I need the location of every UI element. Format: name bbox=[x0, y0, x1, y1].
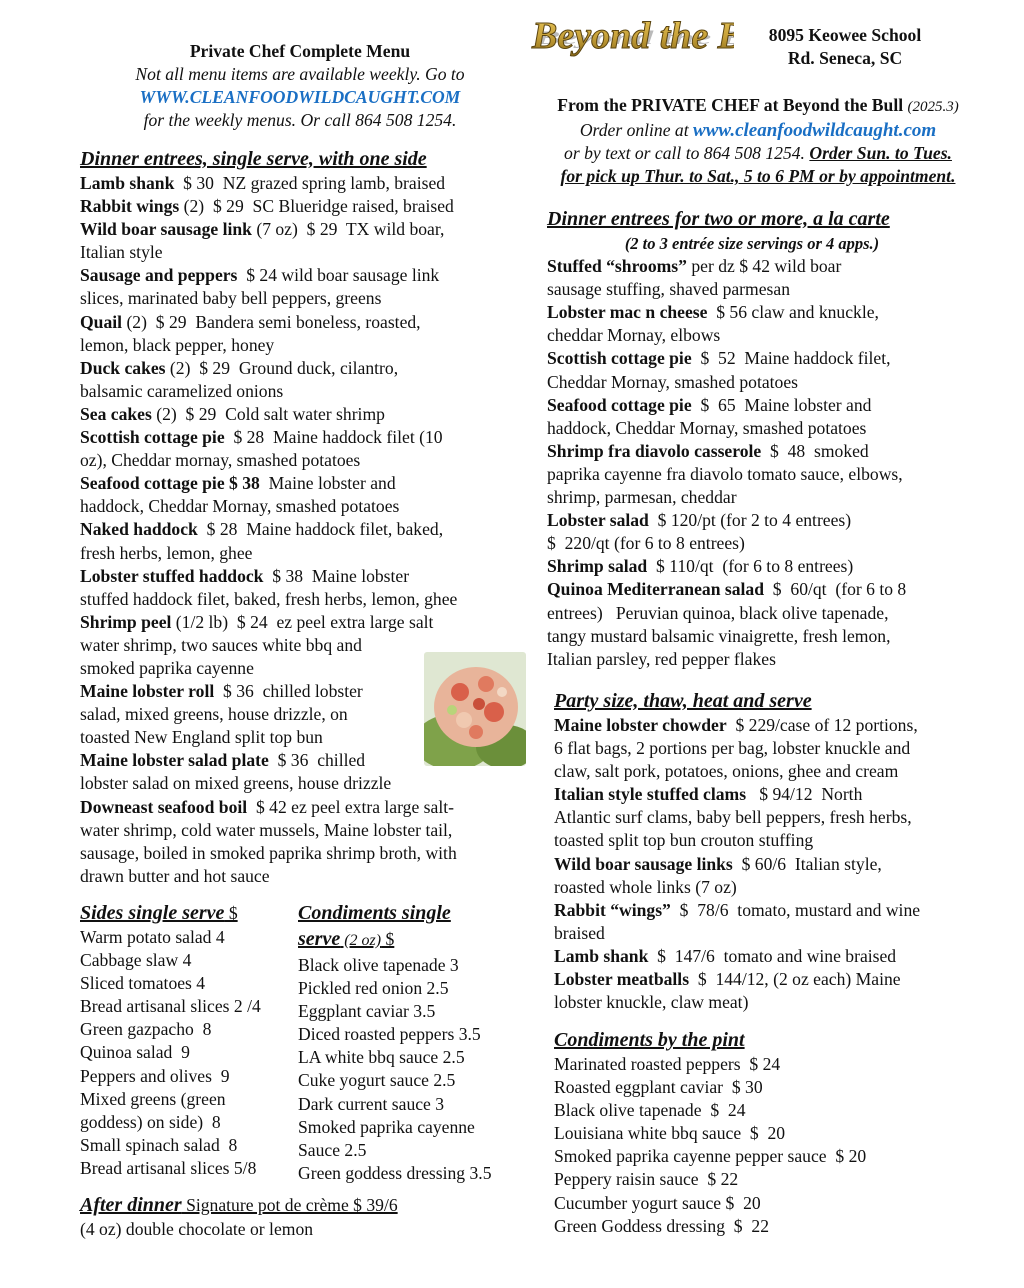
list-item: Pickled red onion 2.5 bbox=[298, 978, 449, 999]
sides-section bbox=[80, 900, 295, 1180]
after-dinner-title: After dinner bbox=[80, 1194, 182, 1216]
menu-item-line bbox=[80, 819, 520, 842]
menu-item-line bbox=[80, 518, 520, 541]
item-name: Maine lobster roll bbox=[80, 681, 215, 702]
pint-title: Condiments by the pint bbox=[554, 1029, 745, 1051]
item-name: Seafood cottage pie $ 38 bbox=[80, 473, 260, 494]
menu-item-line bbox=[547, 625, 1007, 648]
menu-item-line bbox=[547, 324, 1007, 347]
item-name: Wild boar sausage link bbox=[80, 219, 252, 240]
item-detail: (1/2 lb) $ 24 ez peel extra large salt bbox=[171, 611, 434, 632]
single-serve-section bbox=[80, 146, 520, 888]
list-item: Green Goddess dressing $ 22 bbox=[554, 1215, 769, 1236]
from-chef-text: From the PRIVATE CHEF at Beyond the Bull bbox=[557, 95, 904, 115]
item-name: Wild boar sausage links bbox=[554, 853, 733, 874]
item-detail: slices, marinated baby bell peppers, greens bbox=[80, 288, 382, 309]
item-name: Quinoa Mediterranean salad bbox=[547, 579, 764, 600]
menu-item-line bbox=[554, 829, 1004, 852]
item-name: Naked haddock bbox=[80, 519, 198, 540]
menu-item-line bbox=[80, 380, 520, 403]
website-link-2[interactable]: www.cleanfoodwildcaught.com bbox=[693, 120, 937, 142]
item-detail: water shrimp, two sauces white bbq and bbox=[80, 634, 362, 655]
item-detail: $ 94/12 North bbox=[746, 784, 863, 805]
menu-item-line bbox=[554, 899, 1004, 922]
menu-item-line bbox=[547, 347, 1007, 370]
item-name: Scottish cottage pie bbox=[80, 427, 225, 448]
item-name: Duck cakes bbox=[80, 357, 166, 378]
item-name: Quail bbox=[80, 311, 123, 332]
item-detail: cheddar Mornay, elbows bbox=[547, 325, 721, 346]
order-online-text: Order online at bbox=[579, 120, 689, 141]
list-item: Mixed greens (green bbox=[80, 1088, 226, 1109]
version-text: (2025.3) bbox=[907, 99, 959, 115]
for-two-title: Dinner entrees for two or more, a la carte bbox=[547, 208, 890, 230]
list-item: Warm potato salad 4 bbox=[80, 927, 225, 947]
condiments-single-section bbox=[298, 900, 528, 1185]
item-detail: haddock, Cheddar Mornay, smashed potatoes bbox=[547, 417, 867, 438]
menu-item-line bbox=[554, 991, 1004, 1014]
item-name: Rabbit wings bbox=[80, 196, 180, 217]
menu-item-line bbox=[80, 195, 520, 218]
order-phone-text: or by text or call to 864 508 1254. bbox=[564, 143, 805, 164]
menu-item-line bbox=[547, 578, 1007, 601]
item-detail: $ 30 NZ grazed spring lamb, braised bbox=[174, 173, 446, 193]
for-two-list bbox=[547, 255, 1007, 671]
item-detail: shrimp, parmesan, cheddar bbox=[547, 487, 737, 508]
list-item: Dark current sauce 3 bbox=[298, 1093, 445, 1114]
item-detail: claw, salt pork, potatoes, onions, ghee and cream bbox=[554, 761, 899, 782]
list-item: Green goddess dressing 3.5 bbox=[298, 1162, 492, 1183]
menu-item-line bbox=[554, 922, 1004, 945]
item-detail: stuffed haddock filet, baked, fresh herbs, lemon, ghee bbox=[80, 588, 458, 609]
item-detail: $ 65 Maine lobster and bbox=[691, 394, 872, 415]
availability-note: Not all menu items are available weekly. Go to bbox=[135, 64, 465, 85]
item-detail: haddock, Cheddar Mornay, smashed potatoes bbox=[80, 496, 400, 517]
list-item: Peppery raisin sauce $ 22 bbox=[554, 1169, 739, 1190]
list-item: Black olive tapenade $ 24 bbox=[554, 1100, 746, 1121]
beyond-the-bull-logo bbox=[530, 12, 734, 72]
item-detail: Maine lobster and bbox=[259, 473, 396, 494]
item-name: Seafood cottage pie bbox=[547, 394, 692, 415]
item-detail: paprika cayenne fra diavolo tomato sauce, elbows, bbox=[547, 463, 903, 484]
item-detail: fresh herbs, lemon, ghee bbox=[80, 542, 253, 563]
single-serve-list bbox=[80, 172, 520, 888]
menu-item-line bbox=[80, 334, 520, 357]
item-detail: $ 56 claw and knuckle, bbox=[707, 302, 879, 323]
menu-title: Private Chef Complete Menu bbox=[189, 41, 411, 61]
menu-item-line bbox=[547, 648, 1007, 671]
item-detail: oz), Cheddar mornay, smashed potatoes bbox=[80, 450, 361, 471]
menu-item-line bbox=[80, 565, 520, 588]
item-detail: drawn butter and hot sauce bbox=[80, 865, 270, 886]
condiments-single-list bbox=[298, 954, 528, 1185]
list-item: Black olive tapenade 3 bbox=[298, 955, 459, 975]
item-detail: tangy mustard balsamic vinaigrette, fresh lemon, bbox=[547, 625, 891, 646]
item-name: Lobster mac n cheese bbox=[547, 302, 708, 323]
party-size-list bbox=[554, 714, 1004, 1014]
menu-item-line bbox=[80, 842, 520, 865]
pickup-text: for pick up Thur. to Sat., 5 to 6 PM or by appointment. bbox=[560, 166, 956, 187]
item-detail: $ 36 chilled bbox=[268, 750, 366, 771]
item-detail: $ 78/6 tomato, mustard and wine bbox=[670, 899, 921, 920]
list-item: Sauce 2.5 bbox=[298, 1139, 367, 1160]
item-detail: sausage stuffing, shaved parmesan bbox=[547, 279, 790, 300]
condiments-serve-word: serve bbox=[298, 928, 341, 950]
item-detail: $ 60/6 Italian style, bbox=[732, 853, 882, 874]
item-detail: $ 52 Maine haddock filet, bbox=[691, 348, 891, 369]
item-name: Stuffed “shrooms” bbox=[547, 256, 687, 277]
list-item: Sliced tomatoes 4 bbox=[80, 973, 206, 994]
item-name: Italian style stuffed clams bbox=[554, 784, 747, 805]
item-name: Sea cakes bbox=[80, 403, 152, 424]
svg-text:Beyond the Bull: Beyond the bbox=[535, 27, 712, 49]
menu-item-line bbox=[547, 509, 1007, 532]
list-item: Smoked paprika cayenne bbox=[298, 1116, 475, 1137]
item-detail: $ 24 wild boar sausage link bbox=[237, 265, 440, 286]
item-detail: Italian parsley, red pepper flakes bbox=[547, 648, 776, 669]
menu-item-line bbox=[554, 714, 1004, 737]
condiments-size: (2 oz) bbox=[340, 932, 382, 949]
menu-item-line bbox=[547, 301, 1007, 324]
menu-item-line bbox=[80, 403, 520, 426]
list-item: Marinated roasted peppers $ 24 bbox=[554, 1054, 781, 1074]
menu-item-line bbox=[80, 542, 520, 565]
menu-item-line bbox=[547, 486, 1007, 509]
menu-item-line bbox=[80, 241, 520, 264]
item-name: Downeast seafood boil bbox=[80, 796, 248, 817]
item-name: Sausage and peppers bbox=[80, 265, 238, 286]
list-item: Quinoa salad 9 bbox=[80, 1042, 190, 1063]
item-name: Shrimp salad bbox=[547, 556, 648, 577]
item-detail: (2) $ 29 Bandera semi boneless, roasted, bbox=[122, 311, 421, 332]
menu-item-line bbox=[80, 796, 520, 819]
list-item: Eggplant caviar 3.5 bbox=[298, 1001, 436, 1022]
weekly-menu-note: for the weekly menus. Or call 864 508 1254. bbox=[143, 110, 457, 131]
menu-item-line bbox=[547, 463, 1007, 486]
item-detail: $ 60/qt (for 6 to 8 bbox=[764, 579, 907, 600]
item-detail: $ 38 Maine lobster bbox=[263, 565, 410, 586]
list-item: Roasted eggplant caviar $ 30 bbox=[554, 1077, 763, 1098]
menu-item-line bbox=[80, 588, 520, 611]
item-detail: entrees) Peruvian quinoa, black olive tapenade, bbox=[547, 602, 889, 623]
item-name: Lobster meatballs bbox=[554, 969, 690, 990]
right-header bbox=[516, 94, 1000, 188]
list-item: Peppers and olives 9 bbox=[80, 1065, 230, 1086]
item-detail: (2) $ 29 Ground duck, cilantro, bbox=[165, 357, 399, 378]
menu-item-line bbox=[554, 945, 1004, 968]
menu-item-line bbox=[547, 417, 1007, 440]
sides-title: Sides single serve bbox=[80, 902, 225, 924]
item-detail: lobster salad on mixed greens, house drizzle bbox=[80, 773, 392, 794]
menu-item-line bbox=[547, 532, 1007, 555]
left-header bbox=[70, 40, 530, 132]
website-link-1[interactable]: WWW.CLEANFOODWILDCAUGHT.COM bbox=[139, 87, 461, 108]
item-detail: (2) $ 29 SC Blueridge raised, braised bbox=[179, 196, 454, 217]
menu-item-line bbox=[547, 278, 1007, 301]
menu-item-line bbox=[547, 440, 1007, 463]
party-size-section bbox=[554, 688, 1004, 1014]
menu-item-line bbox=[554, 876, 1004, 899]
list-item: Green gazpacho 8 bbox=[80, 1019, 212, 1040]
menu-item-line bbox=[80, 172, 520, 195]
item-detail: (7 oz) $ 29 TX wild boar, bbox=[251, 219, 445, 240]
menu-item-line bbox=[80, 357, 520, 380]
item-detail: $ 42 ez peel extra large salt- bbox=[247, 796, 454, 817]
after-dinner-section bbox=[80, 1192, 530, 1241]
menu-item-line bbox=[80, 264, 520, 287]
item-detail: roasted whole links (7 oz) bbox=[554, 876, 737, 897]
list-item: Louisiana white bbq sauce $ 20 bbox=[554, 1123, 786, 1144]
address-line-1: 8095 Keowee School bbox=[768, 25, 922, 45]
item-detail: salad, mixed greens, house drizzle, on bbox=[80, 704, 348, 725]
pint-section bbox=[554, 1027, 1004, 1238]
menu-item-line bbox=[554, 737, 1004, 760]
item-detail: $ 110/qt (for 6 to 8 entrees) bbox=[647, 556, 854, 577]
list-item: Smoked paprika cayenne pepper sauce $ 20 bbox=[554, 1146, 867, 1167]
pint-list bbox=[554, 1053, 1004, 1238]
party-size-title: Party size, thaw, heat and serve bbox=[554, 690, 812, 712]
list-item: LA white bbq sauce 2.5 bbox=[298, 1047, 465, 1068]
menu-item-line bbox=[80, 426, 520, 449]
item-name: Shrimp peel bbox=[80, 611, 172, 632]
item-detail: $ 144/12, (2 oz each) Maine bbox=[689, 969, 901, 990]
item-detail: lemon, black pepper, honey bbox=[80, 334, 275, 355]
item-name: Scottish cottage pie bbox=[547, 348, 692, 369]
menu-item-line bbox=[80, 449, 520, 472]
menu-item-line bbox=[80, 311, 520, 334]
item-detail: Cheddar Mornay, smashed potatoes bbox=[547, 371, 798, 392]
menu-item-line bbox=[547, 602, 1007, 625]
item-name: Shrimp fra diavolo casserole bbox=[547, 440, 762, 461]
item-detail: 6 flat bags, 2 portions per bag, lobster knuckle and bbox=[554, 738, 911, 759]
item-detail: $ 36 chilled lobster bbox=[214, 681, 363, 702]
item-name: Lobster salad bbox=[547, 510, 649, 531]
menu-item-line bbox=[554, 853, 1004, 876]
menu-item-line bbox=[554, 783, 1004, 806]
item-name: Rabbit “wings” bbox=[554, 899, 671, 920]
menu-item-line bbox=[80, 611, 520, 634]
item-detail: lobster knuckle, claw meat) bbox=[554, 992, 749, 1013]
item-name: Maine lobster chowder bbox=[554, 715, 727, 735]
item-detail: Italian style bbox=[80, 242, 163, 263]
menu-item-line bbox=[80, 472, 520, 495]
menu-item-line bbox=[547, 394, 1007, 417]
item-detail: toasted New England split top bun bbox=[80, 727, 323, 748]
item-detail: Atlantic surf clams, baby bell peppers, fresh herbs, bbox=[554, 807, 912, 828]
item-detail: smoked paprika cayenne bbox=[80, 657, 254, 678]
item-detail: $ 120/pt (for 2 to 4 entrees) bbox=[648, 510, 852, 531]
item-detail: $ 28 Maine haddock filet, baked, bbox=[197, 519, 444, 540]
menu-item-line bbox=[80, 495, 520, 518]
item-name: Lamb shank bbox=[80, 173, 175, 193]
item-detail: (2) $ 29 Cold salt water shrimp bbox=[151, 403, 385, 424]
item-detail: $ 229/case of 12 portions, bbox=[726, 715, 918, 735]
item-detail: balsamic caramelized onions bbox=[80, 380, 284, 401]
menu-item-line bbox=[547, 255, 1007, 278]
menu-item-line bbox=[554, 760, 1004, 783]
menu-item-line bbox=[554, 806, 1004, 829]
single-serve-title: Dinner entrees, single serve, with one side bbox=[80, 148, 427, 170]
condiments-single-title: Condiments single bbox=[298, 902, 451, 924]
menu-item-line bbox=[547, 555, 1007, 578]
item-detail: $ 48 smoked bbox=[761, 440, 869, 461]
list-item: Diced roasted peppers 3.5 bbox=[298, 1024, 481, 1045]
item-name: Lobster stuffed haddock bbox=[80, 565, 264, 586]
item-detail: toasted split top bun crouton stuffing bbox=[554, 830, 814, 851]
list-item: Cuke yogurt sauce 2.5 bbox=[298, 1070, 456, 1091]
for-two-subtitle: (2 to 3 entrée size servings or 4 apps.) bbox=[624, 234, 880, 253]
item-detail: water shrimp, cold water mussels, Maine lobster tail, bbox=[80, 819, 453, 840]
item-detail: sausage, boiled in smoked paprika shrimp broth, with bbox=[80, 842, 457, 863]
list-item: Cabbage slaw 4 bbox=[80, 950, 192, 971]
menu-item-line bbox=[80, 772, 520, 795]
item-name: Lamb shank bbox=[554, 945, 649, 966]
list-item: Bread artisanal slices 5/8 bbox=[80, 1157, 257, 1178]
address bbox=[740, 24, 950, 70]
menu-item-line bbox=[547, 371, 1007, 394]
menu-item-line bbox=[554, 968, 1004, 991]
item-detail: per dz $ 42 wild boar bbox=[686, 256, 842, 277]
sides-list bbox=[80, 926, 295, 1180]
item-name: Maine lobster salad plate bbox=[80, 750, 269, 771]
menu-item-line bbox=[80, 865, 520, 888]
menu-item-line bbox=[80, 218, 520, 241]
list-item: Small spinach salad 8 bbox=[80, 1134, 238, 1155]
item-detail: $ 220/qt (for 6 to 8 entrees) bbox=[547, 533, 745, 554]
condiments-currency: $ bbox=[381, 929, 395, 949]
item-detail: $ 28 Maine haddock filet (10 bbox=[224, 427, 443, 448]
lobster-salad-photo bbox=[424, 652, 526, 766]
list-item: goddess) on side) 8 bbox=[80, 1111, 221, 1132]
item-detail: $ 147/6 tomato and wine braised bbox=[648, 945, 897, 966]
order-days-text: Order Sun. to Tues. bbox=[809, 143, 952, 164]
after-dinner-line-2: (4 oz) double chocolate or lemon bbox=[80, 1219, 314, 1239]
list-item: Cucumber yogurt sauce $ 20 bbox=[554, 1192, 761, 1213]
for-two-section bbox=[547, 206, 1007, 671]
svg-text:Beyond the Bull: Beyond the bbox=[532, 15, 709, 57]
list-item: Bread artisanal slices 2 /4 bbox=[80, 996, 261, 1017]
address-line-2: Rd. Seneca, SC bbox=[787, 48, 903, 69]
item-detail: braised bbox=[554, 922, 605, 943]
sides-currency: $ bbox=[224, 903, 238, 923]
after-dinner-line-1: Signature pot de crème $ 39/6 bbox=[181, 1195, 398, 1215]
menu-item-line bbox=[80, 287, 520, 310]
